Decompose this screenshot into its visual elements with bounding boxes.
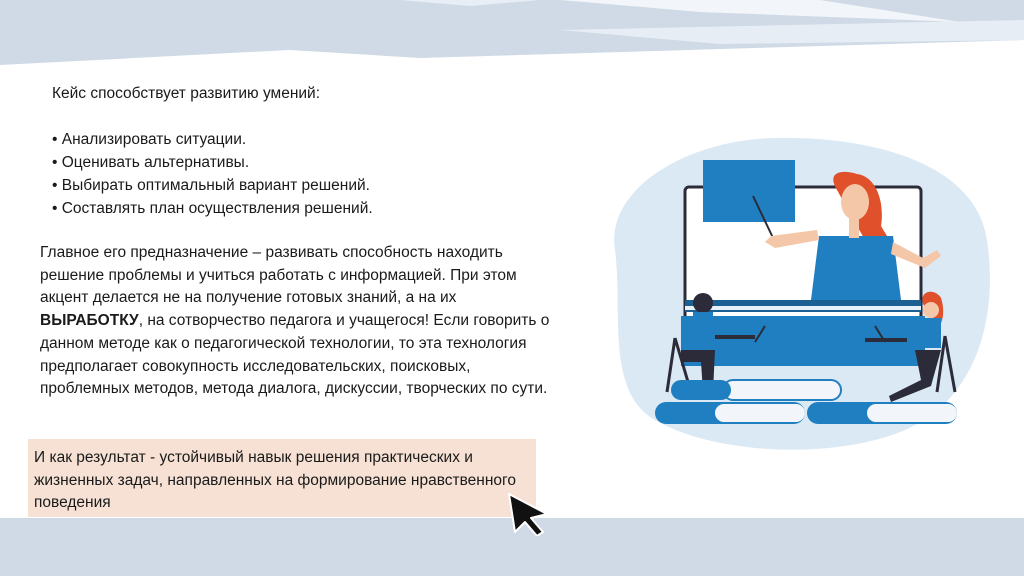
result-callout <box>28 439 536 517</box>
skills-list <box>52 128 373 220</box>
top-decorative-band <box>0 0 1024 65</box>
cursor-arrow-icon <box>505 490 553 536</box>
list-item: • Составлять план осуществления решений. <box>52 197 373 220</box>
list-item: • Выбирать оптимальный вариант решений. <box>52 174 373 197</box>
paragraph-bold-word: ВЫРАБОТКУ <box>40 312 139 330</box>
list-item: • Анализировать ситуации. <box>52 128 373 151</box>
result-text: И как результат - устойчивый навык решения практических и жизненных задач, направленных на формирование нравственного поведения <box>34 449 516 511</box>
teacher-illustration <box>575 130 995 460</box>
main-paragraph <box>40 242 550 401</box>
intro-text: Кейс способствует развитию умений: <box>52 85 320 102</box>
paragraph-part: Главное его предназначение – развивать способность находить решение проблемы и учиться работать с информацией. При этом акцент делается не на получение готовых знаний, а на их <box>40 244 517 307</box>
list-item: • Оценивать альтернативы. <box>52 151 373 174</box>
paragraph-part: , на сотворчество педагога и учащегося! Если говорить о данном методе как о педагогической технологии, то эта технология предполагает совокупность исследовательских, поисковых, проблемных методов, метода диалога, дискуссии, творческих по сути. <box>40 312 550 398</box>
